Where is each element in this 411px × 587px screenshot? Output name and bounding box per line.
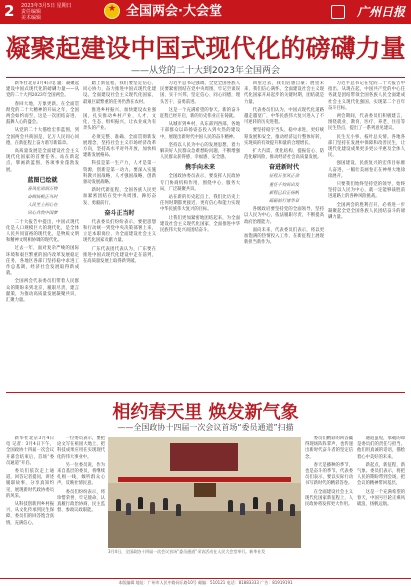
paragraph: 站在新的历史起点上，我们比历史上任何时期都更接近、更有信心和能力实现中华民族伟大复兴的目标。 bbox=[160, 195, 240, 213]
art-editor-line: 美术编辑 bbox=[21, 15, 42, 21]
paragraph: 新时代新征程，全国各族人民更加紧密团结在党中央周围，踔厉奋发、勇毅前行。 bbox=[83, 188, 156, 206]
article-column-5 bbox=[328, 81, 405, 391]
article-column-2 bbox=[83, 81, 156, 391]
second-column-2 bbox=[57, 436, 105, 576]
main-headline: 凝聚起建设中国式现代化的磅礴力量 bbox=[5, 34, 406, 63]
paragraph: 民生无小事，枝叶总关情。各地各部门坚持在发展中保障和改善民生，让现代化建设成果更多更公平惠及全体人民。 bbox=[328, 134, 405, 159]
paragraph: 一位委员表示，要把论文写在祖国大地上，把科技成果应用在实现现代化的伟大事业中。 bbox=[57, 436, 105, 460]
paragraph: 代表委员们认为，中国式现代化道路越走越宽广，中华民族伟大复兴进入了不可逆转的历史进程。 bbox=[244, 107, 324, 126]
newspaper-logo: 广州日报 bbox=[356, 5, 405, 19]
edition-meta bbox=[21, 3, 99, 21]
news-photo bbox=[108, 437, 301, 548]
paragraph: 坚持以人民为中心的发展思想，着力解决好人民群众急难愁盼问题，不断增强人民群众获得感、幸福感、安全感。 bbox=[160, 142, 240, 161]
national-emblem-icon bbox=[104, 3, 120, 19]
divider bbox=[6, 392, 405, 393]
paragraph: 全国两会的胜利召开，必将进一步凝聚起全党全国各族人民团结奋斗的磅礴力量。 bbox=[328, 202, 405, 221]
paragraph: 委员们依次走上通道，回答记者提问，讲述履职故事，分享真知灼见，展现新时代政协委员的风采。 bbox=[6, 469, 54, 499]
paragraph: 这是一个充满希望的春天。新的奋斗征程已经开启，新的历史伟业正在铸就。 bbox=[160, 107, 240, 120]
paragraph: 广东代表团代表认为，广东要在推进中国式现代化建设中走在前列，在高质量发展上取得新突破。 bbox=[83, 246, 156, 265]
paragraph: 要坚持稳字当头、稳中求进，更好统筹发展和安全，推动经济运行整体好转，实现质的有效提升和量的合理增长。 bbox=[244, 128, 324, 146]
paragraph: 强国建设、民族复兴的宏伟目标催人奋进，一幅壮美画卷正在神州大地徐徐展开。 bbox=[328, 161, 405, 179]
paragraph: 科技是第一生产力，人才是第一资源，创新是第一动力。要深入实施科教兴国战略、人才强国战略、创新驱动发展战略。 bbox=[83, 161, 156, 186]
section-title: 全国两会·大会堂 bbox=[126, 4, 222, 19]
paragraph: 面向未来，代表委员们表示，将以更加饱满的热情投入工作，在新征程上展现新担当新作为。 bbox=[244, 227, 324, 246]
paragraph: 从城市到乡村，从东部到西部，各地干部群众以昂扬姿态投入到火热的建设中，展现出新时代中国人民的奋斗精神。 bbox=[160, 122, 240, 140]
paragraph: 另一位委员说，作为来自基层的委员，将继续扎根一线，倾听群众心声，反映社情民意。 bbox=[57, 462, 105, 487]
section-subtitle: 奋斗正当时 bbox=[104, 209, 135, 217]
page-footer: 本版编辑 地址：广州市人民中路同乐路10号 邮编：510121 电话：81883333 广告：81919191 bbox=[0, 578, 411, 587]
poem-line: 春风化雨润万物 bbox=[27, 186, 58, 192]
section-subtitle: 携手向未来 bbox=[184, 164, 215, 172]
paragraph: 全国两会代表委员们带着人民群众的期盼来到北京，履职尽责，建言献策，为推动高质量发展凝聚共识、汇聚力量。 bbox=[6, 279, 79, 304]
second-column-1 bbox=[6, 436, 54, 576]
page-banner bbox=[0, 0, 411, 24]
second-headline: 相约春天里 焕发新气象 bbox=[112, 402, 299, 423]
section-subtitle: 蓝图已绘就 bbox=[27, 176, 58, 184]
photo-caption: 3月4日，全国政协十四届一次会议首场“委员通道”采访活动在人民大会堂举行。新华社发 bbox=[108, 549, 266, 554]
paragraph: 回望过去，我们倍感自豪；展望未来，我们信心满怀。全面建设社会主义现代化国家开局起步的关键时期，团结就是力量。 bbox=[244, 81, 324, 105]
paragraph: 这是一个充满希望的春天，中国号巨轮正乘风破浪、扬帆远航。 bbox=[357, 489, 405, 508]
paragraph: 委员们精彩的回答赢得现场阵阵掌声，也传递出新时代奋斗者的坚定信念。 bbox=[305, 436, 353, 460]
edition-date: 2023年3月5日 星期日 bbox=[21, 3, 72, 9]
paragraph: 全国政协委员表示，要发挥人民政协专门协商机构作用，围绕中心、服务大局，广泛凝聚共识。 bbox=[160, 174, 240, 192]
paragraph: 过去一年，面对复杂严峻的国际环境和艰巨繁重的国内改革发展稳定任务，各地区各部门坚持稳中求进工作总基调，经济社会发展取得新成就。 bbox=[6, 246, 79, 277]
article-column-3 bbox=[160, 81, 240, 391]
paragraph: 春天是播种的季节，也是奋斗的季节。代表委员们表示，要以实际行动书写新时代的精彩答卷。 bbox=[305, 462, 353, 487]
poem-line: 重任千钧再出发 bbox=[268, 182, 300, 188]
paragraph: 从党的二十大描绘宏伟蓝图，到全国两会共商国是，亿万人民同心同德，在新征程上奋力谱写新篇章。 bbox=[6, 128, 79, 146]
divider bbox=[6, 77, 405, 78]
poem-line: 砥砺前行谱华章 bbox=[268, 199, 300, 205]
poem-line: 人民至上初心在 bbox=[27, 203, 58, 209]
paragraph: 习近平总书记强调，全党全国各族人民要紧密团结在党中央周围，牢记空谈误国、实干兴邦，坚定信心、同心同德，埋头苦干、奋勇前进。 bbox=[160, 81, 240, 105]
poem-line: 奋楫扬帆正当时 bbox=[27, 195, 58, 201]
paragraph: 在全面建设社会主义现代化国家新征程上，人民政协将发挥更大作用。 bbox=[305, 489, 353, 508]
paragraph: 只要我们始终坚持党的领导，始终坚持以人民为中心，就一定能够战胜前进道路上的各种风险挑战。 bbox=[328, 182, 405, 200]
paragraph: 从科技创新到乡村振兴，从文化传承到民生保障，委员们的回答饱含真情，充满信心。 bbox=[6, 502, 54, 526]
poem-line: 征程万里风正劲 bbox=[268, 174, 300, 180]
editor-line: 责任编辑 bbox=[21, 9, 42, 15]
paragraph: 二十大报告中提出，中国式现代化是人口规模巨大的现代化，是全体人民共同富裕的现代化，是物质文明和精神文明相协调的现代化。 bbox=[6, 219, 79, 244]
poem-line: 同心共筑中国梦 bbox=[27, 211, 58, 217]
paragraph: 让我们更加紧密地团结起来，为全面建设社会主义现代化国家、全面推进中华民族伟大复兴而团结奋斗。 bbox=[160, 215, 240, 234]
paragraph: 代表委员们纷纷表示，要把思想和行动统一到党中央决策部署上来，立足本职岗位，为全面建设社会主义现代化国家贡献力量。 bbox=[83, 219, 156, 244]
paragraph: 高质量发展是全面建设社会主义现代化国家的首要任务。站在新起点，擘画新蓝图，各项事业蓬勃发展。 bbox=[6, 149, 79, 173]
paragraph: 扩大内需、优化结构、提振信心、防范化解风险，推动经济社会高质量发展。 bbox=[244, 149, 324, 161]
poem-line: 新程已启正扬帆 bbox=[268, 190, 300, 196]
main-subhead: ——从党的二十大到2023年全国两会 bbox=[131, 66, 280, 76]
paragraph: 踏上新征程，我们要坚定信心、同心协力，奋力推进中国式现代化建设。全面建设社会主义现代化国家，最艰巨最繁重的任务仍然在农村。 bbox=[83, 81, 156, 105]
paragraph: 通道虽短，承载的却是委员们的责任与担当。他们用真诚的话语，描绘着心中美好的未来。 bbox=[357, 436, 405, 460]
second-column-5 bbox=[357, 436, 405, 576]
paragraph: 新起点，新征程，新气象。委员们表示，将把人民的期盼带到会场，把会议的精神带回基层。 bbox=[357, 462, 405, 487]
page-number: 2 bbox=[4, 2, 15, 20]
photo-red-banner bbox=[118, 477, 291, 482]
paragraph: 春回大地，万象更新。在全面贯彻党的二十大精神的开局之年，全国两会如约而至，这是一次团结奋进、鼓舞人心的盛会。 bbox=[6, 101, 79, 126]
photo-crowd bbox=[108, 493, 301, 523]
article-column-1 bbox=[6, 81, 79, 391]
paragraph: 两会期间，代表委员们积极建言，围绕就业、教育、医疗、养老、住房等民生热点，提出了一系列意见建议。 bbox=[328, 114, 405, 132]
article-column-4 bbox=[244, 81, 324, 391]
paragraph: 必须完整、准确、全面贯彻新发展理念，坚持社会主义市场经济改革方向，坚持高水平对外开放，加快构建新发展格局。 bbox=[83, 134, 156, 159]
paragraph: 委员们纷纷表示，将珍惜荣誉、牢记使命，认真履行政治协商、民主监督、参政议政职能。 bbox=[57, 489, 105, 514]
second-subhead: ——全国政协十四届一次会议首场“委员通道”扫描 bbox=[117, 423, 294, 432]
paragraph: 新华社北京3月4日电 记者：3月4日下午，全国政协十四届一次会议开幕会结束后，首场“委员通道”开启。 bbox=[6, 436, 54, 466]
paragraph: 推进乡村振兴，加快建设农业强国，扎实推动乡村产业、人才、文化、生态、组织振兴，让农业成为有奔头的产业。 bbox=[83, 107, 156, 132]
newspaper-logo-icon bbox=[331, 5, 345, 19]
second-column-4 bbox=[305, 436, 353, 576]
paragraph: 新华社北京3月4日电 题：凝聚起建设中国式现代化的磅礴力量——从党的二十大到2023年全国两会。 bbox=[6, 81, 79, 99]
paragraph: 各级政府要坚持党的全面领导，坚持以人民为中心，依法履职尽责，不断提高政府治理能力。 bbox=[244, 207, 324, 225]
paragraph: 习近平总书记在党的二十大报告中指出，从现在起，中国共产党的中心任务就是团结带领全国各族人民全面建成社会主义现代化强国、实现第二个百年奋斗目标。 bbox=[328, 81, 405, 111]
section-subtitle: 奋进新时代 bbox=[268, 164, 299, 172]
photo-backdrop bbox=[170, 443, 238, 471]
